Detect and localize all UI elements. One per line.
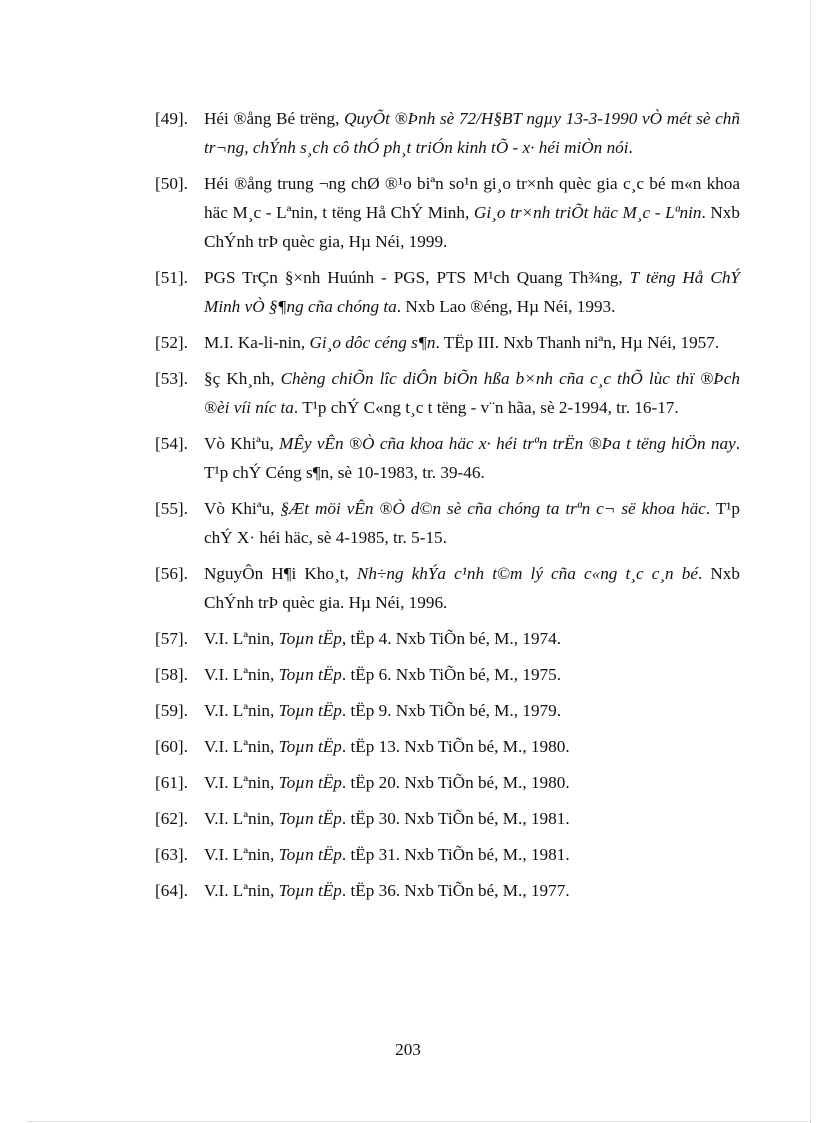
reference-number: [57]. bbox=[155, 629, 188, 648]
reference-publication: . Nxb ChÝnh trÞ quèc gia, Hµ Néi, 1999. bbox=[204, 203, 740, 251]
reference-author: V.I. Lªnin, bbox=[204, 629, 279, 648]
reference-item bbox=[155, 429, 740, 487]
reference-publication: . tËp 6. Nxb TiÕn bé, M., 1975. bbox=[341, 665, 562, 684]
reference-number: [63]. bbox=[155, 845, 188, 864]
reference-author: Vò Khiªu, bbox=[204, 499, 281, 518]
reference-author: V.I. Lªnin, bbox=[204, 881, 279, 900]
reference-publication: . tËp 20. Nxb TiÕn bé, M., 1980. bbox=[341, 773, 570, 792]
reference-author: NguyÔn H¶i Kho¸t, bbox=[204, 564, 357, 583]
reference-item bbox=[155, 768, 740, 797]
reference-item bbox=[155, 104, 740, 162]
page-edge-right bbox=[810, 0, 811, 1123]
reference-publication: . tËp 36. Nxb TiÕn bé, M., 1977. bbox=[341, 881, 570, 900]
reference-title: Toµn tËp bbox=[278, 773, 342, 792]
reference-author: V.I. Lªnin, bbox=[204, 809, 279, 828]
reference-number: [56]. bbox=[155, 564, 188, 583]
reference-author: §ç Kh¸nh, bbox=[204, 369, 281, 388]
page-number: 203 bbox=[395, 1040, 421, 1059]
reference-author: Héi ®ång Bé trëng, bbox=[204, 109, 345, 128]
reference-title: T tëng Hå ChÝ Minh vÒ §¶ng cña chóng ta bbox=[204, 268, 740, 316]
reference-item bbox=[155, 169, 740, 256]
reference-title: Toµn tËp bbox=[278, 737, 342, 756]
reference-title: Toµn tËp bbox=[278, 701, 342, 720]
reference-number: [50]. bbox=[155, 174, 188, 193]
reference-number: [64]. bbox=[155, 881, 188, 900]
reference-title: §Æt möi vÊn ®Ò d©n sè cña chóng ta trªn c¬ së khoa häc bbox=[280, 499, 706, 518]
reference-title: Gi¸o tr×nh triÕt häc M¸c - Lªnin bbox=[473, 203, 702, 222]
reference-item bbox=[155, 840, 740, 869]
reference-author: V.I. Lªnin, bbox=[204, 773, 279, 792]
reference-number: [60]. bbox=[155, 737, 188, 756]
reference-number: [61]. bbox=[155, 773, 188, 792]
reference-number: [55]. bbox=[155, 499, 188, 518]
reference-item bbox=[155, 328, 740, 357]
reference-number: [49]. bbox=[155, 109, 188, 128]
reference-publication: . tËp 9. Nxb TiÕn bé, M., 1979. bbox=[341, 701, 562, 720]
reference-item bbox=[155, 559, 740, 617]
reference-item bbox=[155, 804, 740, 833]
reference-publication: , tËp 4. Nxb TiÕn bé, M., 1974. bbox=[341, 629, 562, 648]
reference-title: Toµn tËp bbox=[278, 845, 342, 864]
reference-number: [53]. bbox=[155, 369, 188, 388]
reference-title: QuyÕt ®Þnh sè 72/H§BT ngµy 13-3-1990 vÒ mét sè chñ tr¬ng, chÝnh s¸ch cô thÓ ph¸t triÓn kinh tÕ - x· héi miÒn nói bbox=[204, 109, 740, 157]
reference-author: M.I. Ka-li-nin, bbox=[204, 333, 310, 352]
reference-title: Nh÷ng khÝa c¹nh t©m lý cña c«ng t¸c c¸n bé bbox=[356, 564, 698, 583]
reference-item bbox=[155, 732, 740, 761]
reference-publication: . tËp 30. Nxb TiÕn bé, M., 1981. bbox=[341, 809, 570, 828]
reference-item bbox=[155, 494, 740, 552]
reference-list bbox=[155, 104, 740, 912]
reference-author: Vò Khiªu, bbox=[204, 434, 280, 453]
reference-number: [51]. bbox=[155, 268, 188, 287]
reference-number: [58]. bbox=[155, 665, 188, 684]
reference-item bbox=[155, 696, 740, 725]
reference-publication: . T¹p chÝ Céng s¶n, sè 10-1983, tr. 39-46. bbox=[204, 434, 740, 482]
reference-publication: . TËp III. Nxb Thanh niªn, Hµ Néi, 1957. bbox=[435, 333, 720, 352]
reference-publication: . bbox=[628, 138, 633, 157]
reference-item bbox=[155, 624, 740, 653]
reference-title: Toµn tËp bbox=[278, 809, 342, 828]
reference-publication: . tËp 31. Nxb TiÕn bé, M., 1981. bbox=[341, 845, 570, 864]
reference-author: PGS TrÇn §×nh Huúnh - PGS, PTS M¹ch Quang Th¾ng, bbox=[204, 268, 630, 287]
reference-title: Chèng chiÕn lîc diÔn biÕn hßa b×nh cña c¸c thÕ lùc thï ®Þch ®èi víi níc ta bbox=[204, 369, 740, 417]
reference-title: MÊy vÊn ®Ò cña khoa häc x· héi trªn trËn ®Þa t tëng hiÖn nay bbox=[279, 434, 736, 453]
reference-publication: . Nxb ChÝnh trÞ quèc gia. Hµ Néi, 1996. bbox=[204, 564, 740, 612]
reference-item bbox=[155, 876, 740, 905]
reference-number: [54]. bbox=[155, 434, 188, 453]
reference-author: Héi ®ång trung ¬ng chØ ®¹o biªn so¹n gi¸o tr×nh quèc gia c¸c bé m«n khoa häc M¸c - Lªnin, t tëng Hå ChÝ Minh, bbox=[204, 174, 740, 222]
reference-number: [62]. bbox=[155, 809, 188, 828]
reference-title: Toµn tËp bbox=[278, 629, 342, 648]
reference-number: [59]. bbox=[155, 701, 188, 720]
page-edge-bottom bbox=[28, 1121, 810, 1122]
reference-title: Gi¸o dôc céng s¶n bbox=[309, 333, 436, 352]
reference-author: V.I. Lªnin, bbox=[204, 665, 279, 684]
reference-item bbox=[155, 364, 740, 422]
reference-item bbox=[155, 263, 740, 321]
reference-author: V.I. Lªnin, bbox=[204, 701, 279, 720]
reference-title: Toµn tËp bbox=[278, 881, 342, 900]
reference-publication: . T¹p chÝ C«ng t¸c t tëng - v¨n hãa, sè 2-1994, tr. 16-17. bbox=[293, 398, 679, 417]
reference-title: Toµn tËp bbox=[278, 665, 342, 684]
reference-publication: . tËp 13. Nxb TiÕn bé, M., 1980. bbox=[341, 737, 570, 756]
reference-author: V.I. Lªnin, bbox=[204, 845, 279, 864]
reference-publication: . Nxb Lao ®éng, Hµ Néi, 1993. bbox=[396, 297, 616, 316]
reference-number: [52]. bbox=[155, 333, 188, 352]
reference-author: V.I. Lªnin, bbox=[204, 737, 279, 756]
reference-publication: . T¹p chÝ X· héi häc, sè 4-1985, tr. 5-15. bbox=[204, 499, 740, 547]
reference-item bbox=[155, 660, 740, 689]
